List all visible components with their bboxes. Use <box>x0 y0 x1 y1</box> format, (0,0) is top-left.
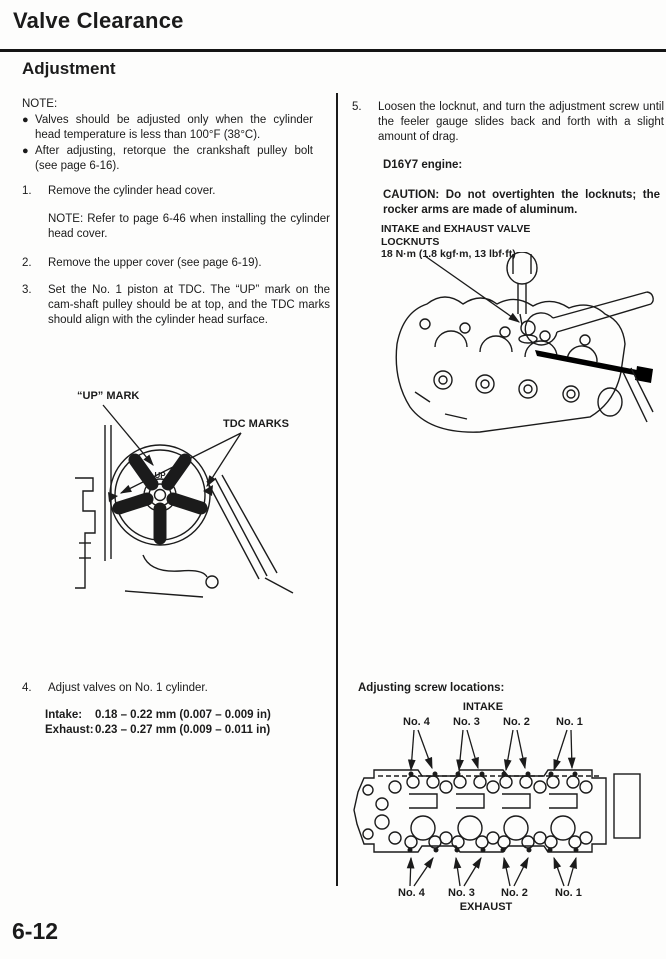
step-number: 2. <box>22 257 32 269</box>
intake-arrows <box>411 730 572 770</box>
bottom-hook-detail <box>125 555 218 597</box>
step-text: Set the No. 1 piston at TDC. The “UP” mark on the cam-shaft pulley should be at top, and the TDC marks should align with the cylinder head surface. <box>48 284 330 326</box>
intake-spec <box>45 708 330 723</box>
step-text: Remove the upper cover (see page 6-19). <box>48 257 262 269</box>
exhaust-label: EXHAUST <box>459 901 513 913</box>
step-number: 1. <box>22 185 32 197</box>
step-5 <box>352 100 664 145</box>
note-bullet-2 <box>22 144 332 174</box>
exhaust-arrows <box>410 858 576 886</box>
exhaust-spec <box>45 723 330 738</box>
caution-text: CAUTION: Do not overtighten the locknuts; the rocker arms are made of aluminum. <box>383 189 660 216</box>
intake-spec-label: Intake: <box>45 709 83 721</box>
step-2 <box>22 256 332 271</box>
intake-label: INTAKE <box>462 701 504 713</box>
cylinder-group-2 <box>498 772 534 853</box>
cylinder-group-1 <box>545 772 581 853</box>
camshaft-pulley-figure <box>55 383 335 623</box>
pulley-wheel <box>110 445 210 545</box>
exhaust-no2-label: No. 2 <box>501 887 528 899</box>
up-mark-label: “UP” MARK <box>77 390 140 402</box>
exhaust-no1-label: No. 1 <box>555 887 582 899</box>
cylinder-head-top-view <box>354 770 640 852</box>
exhaust-no4-label: No. 4 <box>398 887 425 899</box>
screw-locations-heading: Adjusting screw locations: <box>358 682 505 694</box>
bullet-icon: ● <box>22 145 29 157</box>
exhaust-no3-label: No. 3 <box>448 887 475 899</box>
column-divider <box>336 93 338 886</box>
tdc-mark-left <box>108 492 118 502</box>
intake-no1-label: No. 1 <box>556 716 583 728</box>
note-heading: NOTE: <box>22 98 58 110</box>
cylinder-group-3 <box>452 772 488 853</box>
engine-heading: D16Y7 engine: <box>383 159 463 171</box>
locknut-callout-arrow <box>425 256 519 322</box>
section-heading: Adjustment <box>22 59 116 78</box>
timing-belt-right <box>207 475 293 593</box>
step-text: Adjust valves on No. 1 cylinder. <box>48 682 208 694</box>
engine-body-left <box>75 478 95 588</box>
locknut-callout-line2: LOCKNUTS <box>381 235 440 248</box>
step-1 <box>22 184 332 199</box>
page-title: Valve Clearance <box>13 8 184 33</box>
clearance-specs <box>45 708 330 738</box>
intake-no2-label: No. 2 <box>503 716 530 728</box>
step-number: 4. <box>22 682 32 694</box>
screwdriver <box>507 252 537 325</box>
engine-adjustment-figure <box>385 252 660 477</box>
note-bullet-1 <box>22 113 332 143</box>
step-1-note: NOTE: Refer to page 6-46 when installing the cylinder head cover. <box>48 213 330 240</box>
screw-locations-figure <box>348 694 666 929</box>
note-bullet-text: After adjusting, retorque the crankshaft pulley bolt (see page 6-16). <box>35 145 313 172</box>
locknut-torque-spec: 18 N·m (1.8 kgf·m, 13 lbf·ft) <box>381 248 516 260</box>
note-block <box>22 97 332 174</box>
bullet-icon: ● <box>22 114 29 126</box>
step-4 <box>22 681 332 696</box>
step-3 <box>22 283 332 328</box>
note-bullet-text: Valves should be adjusted only when the cylinder head temperature is less than 100°F (38°C). <box>35 114 313 141</box>
exhaust-spec-value: 0.23 – 0.27 mm (0.009 – 0.011 in) <box>95 724 271 736</box>
exhaust-spec-label: Exhaust: <box>45 724 94 736</box>
cylinder-group-4 <box>405 772 441 853</box>
step-text: Remove the cylinder head cover. <box>48 185 216 197</box>
tdc-marks-label: TDC MARKS <box>223 418 289 430</box>
up-text-on-pulley: UP <box>154 471 166 480</box>
page-number: 6-12 <box>12 918 59 944</box>
title-rule <box>0 49 666 52</box>
step-number: 3. <box>22 284 32 296</box>
intake-spec-value: 0.18 – 0.22 mm (0.007 – 0.009 in) <box>95 709 271 721</box>
valve-springs <box>434 371 579 402</box>
intake-no3-label: No. 3 <box>453 716 480 728</box>
intake-no4-label: No. 4 <box>403 716 430 728</box>
locknut-callout-line1: INTAKE and EXHAUST VALVE <box>381 223 531 235</box>
rocker-arms <box>435 331 597 362</box>
step-number: 5. <box>352 101 362 113</box>
step-text: Loosen the locknut, and turn the adjustment screw until the feeler gauge slides back and forth with a slight amount of drag. <box>378 101 664 143</box>
